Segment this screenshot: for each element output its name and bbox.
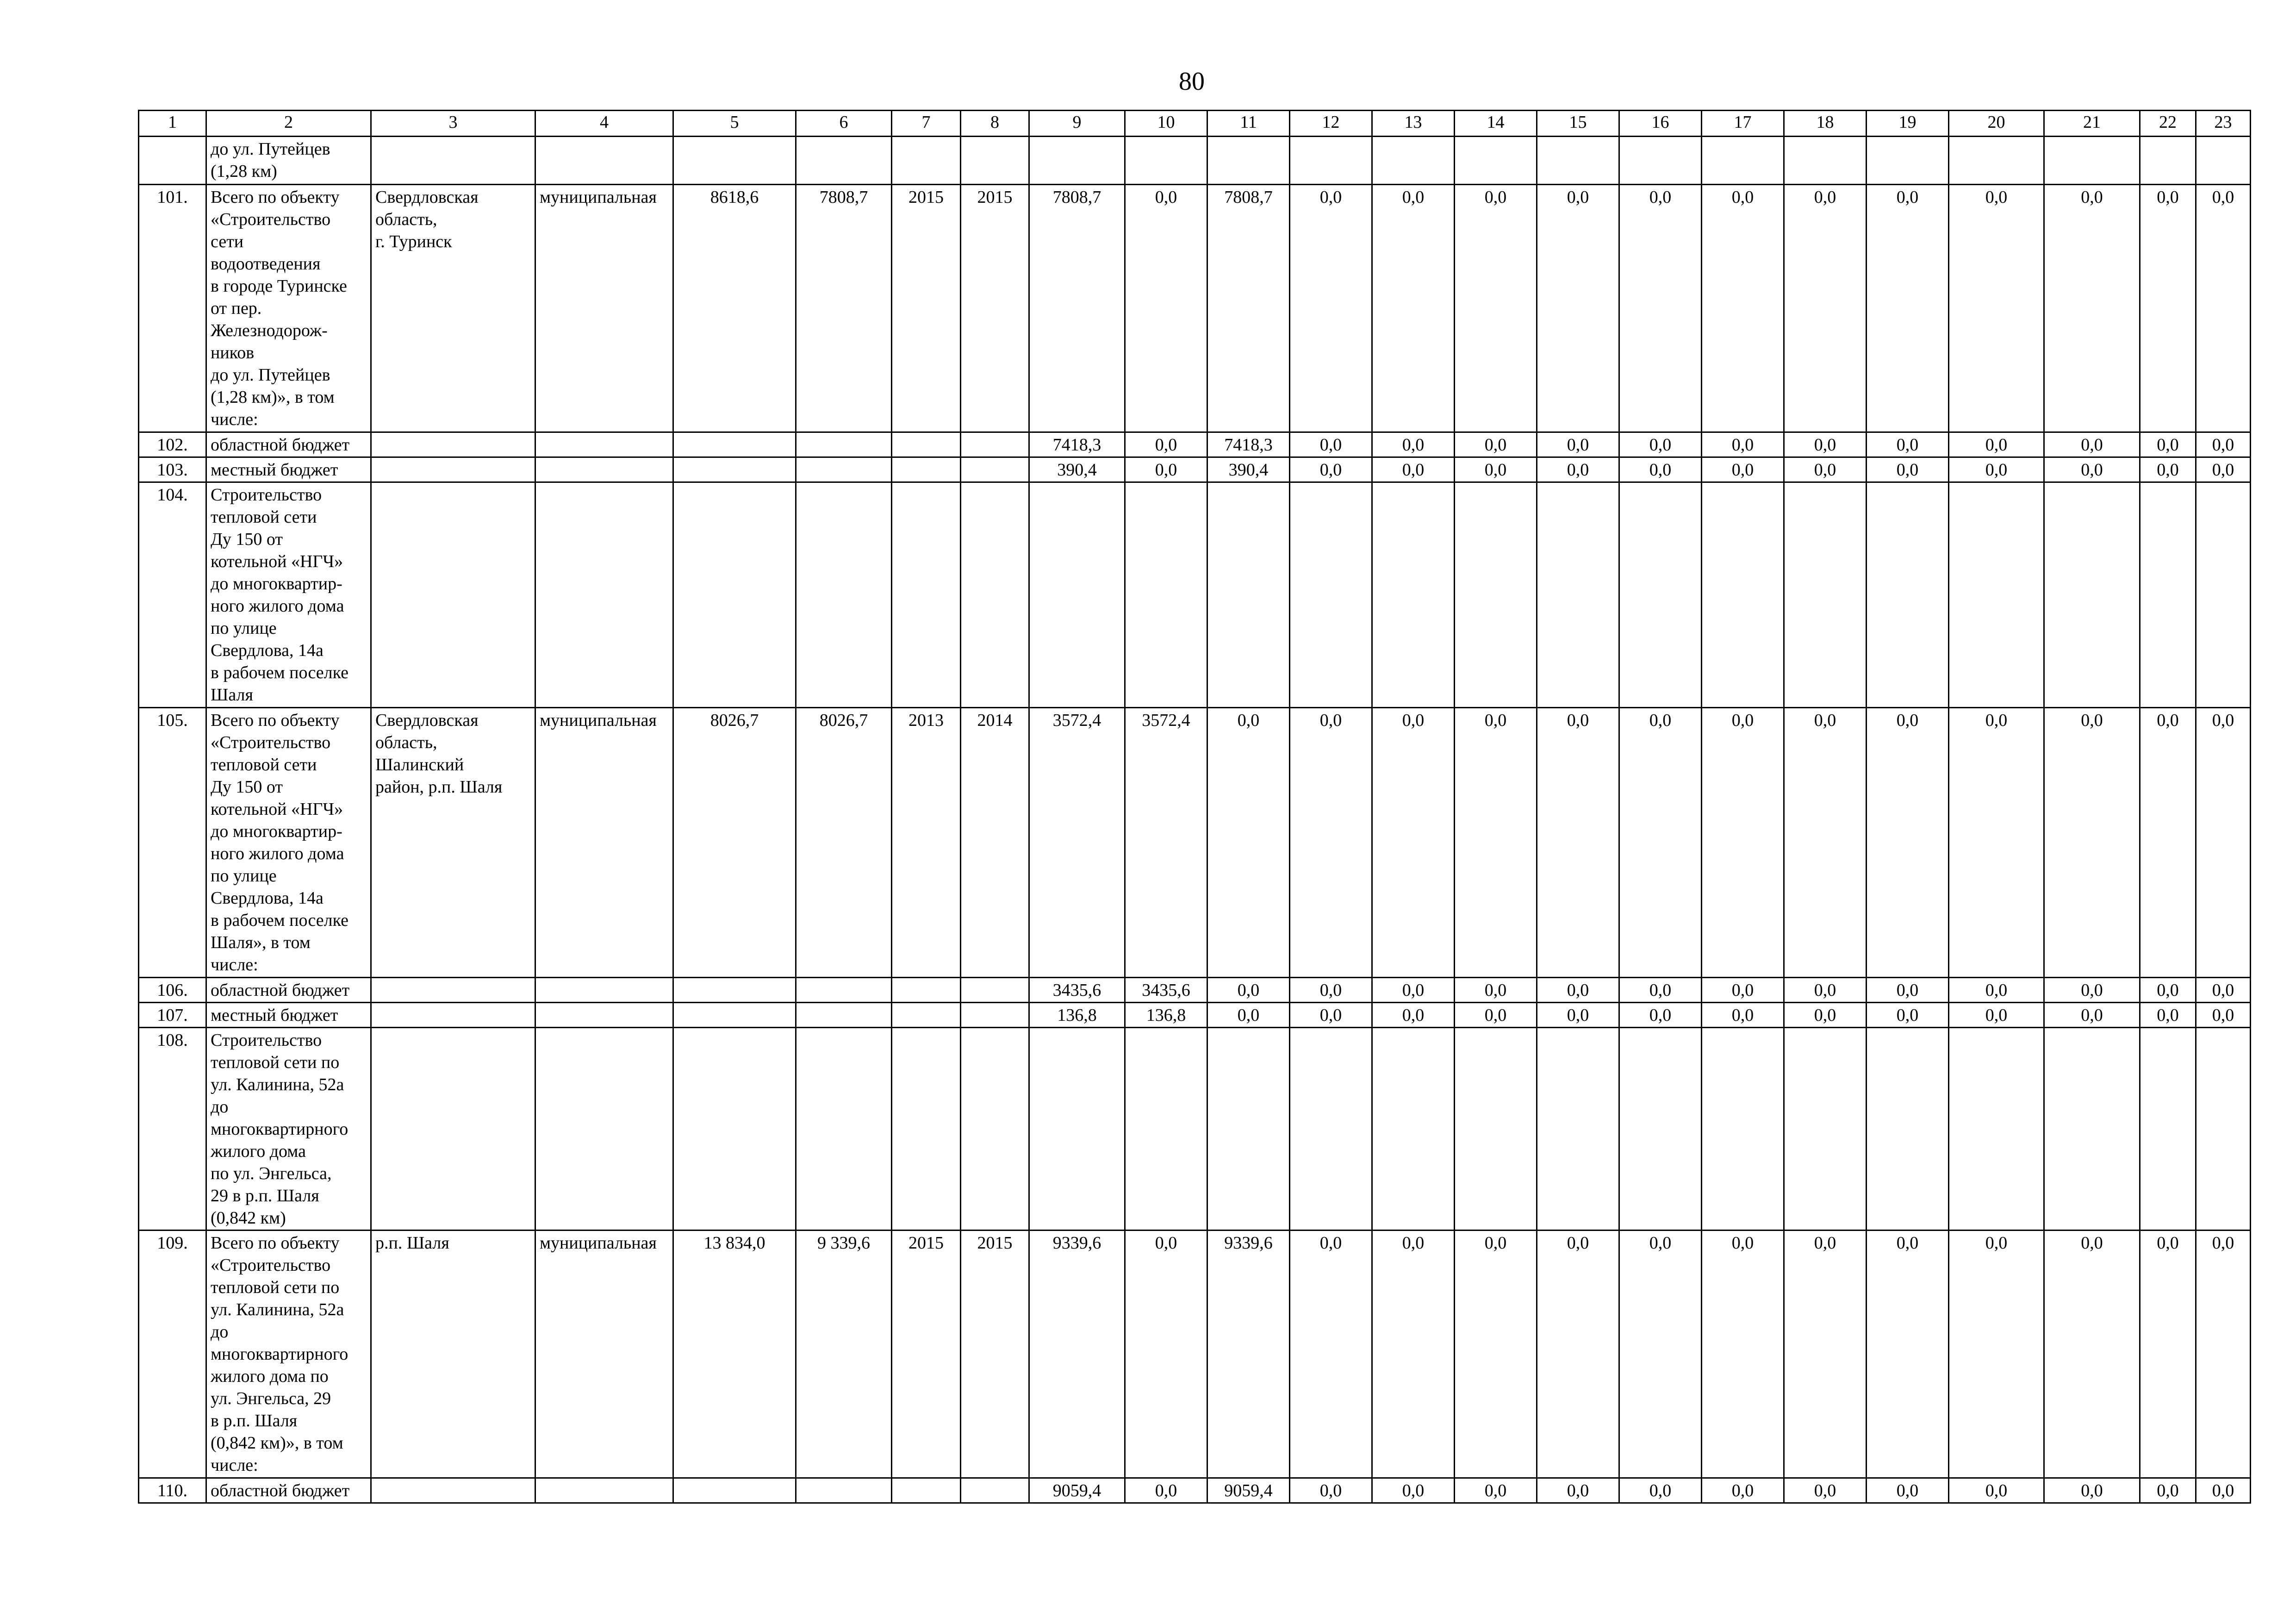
remaining-cost-cell — [796, 978, 892, 1003]
value-cell: 0,0 — [1455, 432, 1537, 457]
value-cell: 3572,4 — [1029, 708, 1125, 978]
value-cell: 0,0 — [1784, 432, 1867, 457]
value-cell — [1290, 137, 1372, 185]
value-cell: 0,0 — [2140, 1230, 2196, 1478]
value-cell — [1207, 482, 1290, 708]
value-cell — [1784, 137, 1867, 185]
value-cell: 0,0 — [1949, 1003, 2044, 1028]
value-cell: 0,0 — [1619, 708, 1702, 978]
value-cell: 0,0 — [1125, 185, 1207, 432]
value-cell — [2044, 137, 2140, 185]
value-cell: 0,0 — [2140, 432, 2196, 457]
ownership-cell: муниципальная — [535, 1230, 673, 1478]
end-year-cell: 2014 — [961, 708, 1029, 978]
value-cell — [2140, 137, 2196, 185]
value-cell: 9059,4 — [1207, 1478, 1290, 1503]
value-cell: 0,0 — [2044, 978, 2140, 1003]
start-year-cell — [892, 1478, 961, 1503]
value-cell: 0,0 — [1949, 185, 2044, 432]
value-cell: 0,0 — [2044, 432, 2140, 457]
value-cell: 0,0 — [1867, 1478, 1949, 1503]
remaining-cost-cell: 9 339,6 — [796, 1230, 892, 1478]
value-cell: 0,0 — [1537, 978, 1619, 1003]
ownership-cell — [535, 1028, 673, 1230]
value-cell: 3435,6 — [1029, 978, 1125, 1003]
value-cell: 0,0 — [1125, 1230, 1207, 1478]
column-number-cell: 4 — [535, 111, 673, 137]
value-cell: 0,0 — [1290, 185, 1372, 432]
value-cell — [1949, 482, 2044, 708]
ownership-cell — [535, 457, 673, 482]
value-cell: 0,0 — [1949, 457, 2044, 482]
remaining-cost-cell: 7808,7 — [796, 185, 892, 432]
value-cell: 0,0 — [2196, 978, 2251, 1003]
value-cell: 0,0 — [1702, 432, 1784, 457]
end-year-cell — [961, 457, 1029, 482]
column-number-cell: 11 — [1207, 111, 1290, 137]
value-cell: 0,0 — [1949, 978, 2044, 1003]
value-cell: 0,0 — [1372, 185, 1455, 432]
object-name-cell: Всего по объекту «Строительство сети водоотведения в городе Туринске от пер. Железнодорож- ников до ул. Путейцев (1,28 км)», в том числе: — [206, 185, 371, 432]
ownership-cell: муниципальная — [535, 185, 673, 432]
column-number-cell: 10 — [1125, 111, 1207, 137]
location-cell: р.п. Шаля — [371, 1230, 535, 1478]
value-cell — [1207, 1028, 1290, 1230]
column-number-cell: 1 — [139, 111, 206, 137]
value-cell: 0,0 — [2196, 185, 2251, 432]
column-number-cell: 23 — [2196, 111, 2251, 137]
object-name-cell: Строительство тепловой сети Ду 150 от котельной «НГЧ» до многоквартир- ного жилого дома по улице Свердлова, 14а в рабочем поселке Шаля — [206, 482, 371, 708]
value-cell: 0,0 — [1537, 1230, 1619, 1478]
value-cell: 0,0 — [1619, 1230, 1702, 1478]
row-number: 106. — [139, 978, 206, 1003]
value-cell — [1537, 482, 1619, 708]
location-cell — [371, 432, 535, 457]
value-cell — [2196, 137, 2251, 185]
value-cell: 0,0 — [1784, 708, 1867, 978]
column-number-cell: 12 — [1290, 111, 1372, 137]
remaining-cost-cell: 8026,7 — [796, 708, 892, 978]
value-cell — [1784, 1028, 1867, 1230]
start-year-cell: 2013 — [892, 708, 961, 978]
value-cell: 0,0 — [2196, 1478, 2251, 1503]
value-cell: 0,0 — [1537, 457, 1619, 482]
value-cell — [1619, 1028, 1702, 1230]
value-cell: 0,0 — [1372, 1478, 1455, 1503]
object-name-cell: Всего по объекту «Строительство тепловой сети по ул. Калинина, 52а до многоквартирного жилого дома по ул. Энгельса, 29 в р.п. Шаля (0,842 км)», в том числе: — [206, 1230, 371, 1478]
value-cell — [1455, 482, 1537, 708]
value-cell: 0,0 — [1537, 432, 1619, 457]
value-cell: 0,0 — [1372, 432, 1455, 457]
total-cost-cell — [673, 457, 796, 482]
value-cell — [1949, 1028, 2044, 1230]
column-number-cell: 9 — [1029, 111, 1125, 137]
object-name-cell: областной бюджет — [206, 1478, 371, 1503]
end-year-cell — [961, 432, 1029, 457]
value-cell — [1372, 137, 1455, 185]
value-cell: 390,4 — [1029, 457, 1125, 482]
location-cell — [371, 482, 535, 708]
page-number: 80 — [1179, 67, 1205, 96]
value-cell: 0,0 — [1290, 1230, 1372, 1478]
remaining-cost-cell — [796, 432, 892, 457]
value-cell: 0,0 — [2044, 1230, 2140, 1478]
column-number-cell: 7 — [892, 111, 961, 137]
total-cost-cell — [673, 1478, 796, 1503]
end-year-cell: 2015 — [961, 1230, 1029, 1478]
remaining-cost-cell — [796, 482, 892, 708]
value-cell — [1619, 137, 1702, 185]
ownership-cell — [535, 1478, 673, 1503]
column-number-cell: 14 — [1455, 111, 1537, 137]
remaining-cost-cell — [796, 1478, 892, 1503]
value-cell: 3572,4 — [1125, 708, 1207, 978]
value-cell — [2044, 1028, 2140, 1230]
value-cell: 7808,7 — [1207, 185, 1290, 432]
value-cell — [2044, 482, 2140, 708]
row-number: 108. — [139, 1028, 206, 1230]
investment-objects-table — [138, 110, 2251, 1504]
value-cell: 0,0 — [1207, 1003, 1290, 1028]
value-cell: 0,0 — [1290, 432, 1372, 457]
end-year-cell — [961, 137, 1029, 185]
total-cost-cell — [673, 1003, 796, 1028]
start-year-cell — [892, 978, 961, 1003]
row-number: 109. — [139, 1230, 206, 1478]
start-year-cell — [892, 432, 961, 457]
value-cell: 0,0 — [1784, 1478, 1867, 1503]
start-year-cell — [892, 457, 961, 482]
value-cell: 0,0 — [2044, 1003, 2140, 1028]
value-cell: 0,0 — [1455, 978, 1537, 1003]
row-number: 104. — [139, 482, 206, 708]
value-cell: 0,0 — [1537, 708, 1619, 978]
value-cell: 390,4 — [1207, 457, 1290, 482]
value-cell: 0,0 — [1455, 708, 1537, 978]
value-cell: 0,0 — [1455, 1478, 1537, 1503]
value-cell — [1125, 137, 1207, 185]
value-cell: 0,0 — [2196, 432, 2251, 457]
column-number-cell: 6 — [796, 111, 892, 137]
value-cell: 0,0 — [2140, 457, 2196, 482]
table-body — [139, 111, 2251, 1503]
remaining-cost-cell — [796, 137, 892, 185]
value-cell — [1029, 137, 1125, 185]
column-number-cell: 2 — [206, 111, 371, 137]
location-cell — [371, 137, 535, 185]
value-cell: 0,0 — [1290, 457, 1372, 482]
value-cell: 0,0 — [2044, 708, 2140, 978]
remaining-cost-cell — [796, 1003, 892, 1028]
start-year-cell: 2015 — [892, 185, 961, 432]
value-cell — [1372, 482, 1455, 708]
value-cell: 0,0 — [1867, 432, 1949, 457]
value-cell — [1125, 1028, 1207, 1230]
end-year-cell — [961, 482, 1029, 708]
value-cell — [1867, 1028, 1949, 1230]
value-cell: 0,0 — [1867, 185, 1949, 432]
column-number-cell: 8 — [961, 111, 1029, 137]
value-cell: 0,0 — [1867, 1230, 1949, 1478]
value-cell: 0,0 — [1455, 1003, 1537, 1028]
total-cost-cell — [673, 137, 796, 185]
table-row — [139, 708, 2251, 978]
value-cell: 0,0 — [1867, 1003, 1949, 1028]
value-cell: 0,0 — [1702, 1230, 1784, 1478]
value-cell: 0,0 — [1702, 1003, 1784, 1028]
row-number: 110. — [139, 1478, 206, 1503]
table-row — [139, 185, 2251, 432]
value-cell — [1290, 1028, 1372, 1230]
end-year-cell — [961, 978, 1029, 1003]
value-cell: 0,0 — [1867, 457, 1949, 482]
ownership-cell — [535, 1003, 673, 1028]
value-cell: 0,0 — [1702, 1478, 1784, 1503]
value-cell: 0,0 — [2196, 1003, 2251, 1028]
value-cell — [1290, 482, 1372, 708]
total-cost-cell — [673, 1028, 796, 1230]
value-cell: 0,0 — [1619, 185, 1702, 432]
value-cell: 0,0 — [1290, 1003, 1372, 1028]
value-cell: 7418,3 — [1207, 432, 1290, 457]
value-cell: 0,0 — [1290, 978, 1372, 1003]
value-cell: 0,0 — [1702, 978, 1784, 1003]
column-number-cell: 21 — [2044, 111, 2140, 137]
value-cell: 0,0 — [1702, 708, 1784, 978]
total-cost-cell: 13 834,0 — [673, 1230, 796, 1478]
total-cost-cell: 8618,6 — [673, 185, 796, 432]
table-row — [139, 1028, 2251, 1230]
value-cell: 0,0 — [1619, 457, 1702, 482]
object-name-cell: местный бюджет — [206, 457, 371, 482]
value-cell — [1029, 1028, 1125, 1230]
value-cell — [1784, 482, 1867, 708]
value-cell — [1207, 137, 1290, 185]
value-cell — [1455, 137, 1537, 185]
value-cell: 0,0 — [2140, 1478, 2196, 1503]
start-year-cell — [892, 137, 961, 185]
value-cell — [2196, 1028, 2251, 1230]
total-cost-cell — [673, 432, 796, 457]
location-cell: Свердловская область, Шалинский район, р.п. Шаля — [371, 708, 535, 978]
value-cell: 0,0 — [1455, 1230, 1537, 1478]
value-cell: 0,0 — [1619, 1003, 1702, 1028]
ownership-cell — [535, 432, 673, 457]
value-cell: 0,0 — [1372, 1003, 1455, 1028]
location-cell: Свердловская область, г. Туринск — [371, 185, 535, 432]
value-cell: 0,0 — [2196, 1230, 2251, 1478]
value-cell: 0,0 — [1537, 1003, 1619, 1028]
column-number-cell: 16 — [1619, 111, 1702, 137]
value-cell: 0,0 — [2044, 1478, 2140, 1503]
row-number: 101. — [139, 185, 206, 432]
value-cell: 0,0 — [1784, 457, 1867, 482]
value-cell — [1867, 482, 1949, 708]
value-cell: 0,0 — [1125, 1478, 1207, 1503]
total-cost-cell — [673, 482, 796, 708]
value-cell — [1702, 1028, 1784, 1230]
value-cell: 0,0 — [2196, 457, 2251, 482]
value-cell — [1949, 137, 2044, 185]
object-name-cell: Всего по объекту «Строительство тепловой сети Ду 150 от котельной «НГЧ» до многоквартир- ного жилого дома по улице Свердлова, 14а в рабочем поселке Шаля», в том числе: — [206, 708, 371, 978]
end-year-cell — [961, 1028, 1029, 1230]
ownership-cell: муниципальная — [535, 708, 673, 978]
value-cell: 7808,7 — [1029, 185, 1125, 432]
value-cell: 136,8 — [1125, 1003, 1207, 1028]
value-cell: 0,0 — [1207, 708, 1290, 978]
start-year-cell — [892, 482, 961, 708]
column-number-cell: 5 — [673, 111, 796, 137]
value-cell: 0,0 — [1290, 708, 1372, 978]
column-number-cell: 20 — [1949, 111, 2044, 137]
object-name-cell: областной бюджет — [206, 978, 371, 1003]
table-row — [139, 482, 2251, 708]
value-cell: 7418,3 — [1029, 432, 1125, 457]
value-cell: 0,0 — [1537, 1478, 1619, 1503]
value-cell: 0,0 — [1290, 1478, 1372, 1503]
location-cell — [371, 978, 535, 1003]
value-cell: 0,0 — [1125, 432, 1207, 457]
value-cell: 0,0 — [1784, 978, 1867, 1003]
location-cell — [371, 1028, 535, 1230]
value-cell — [1372, 1028, 1455, 1230]
end-year-cell — [961, 1478, 1029, 1503]
value-cell: 0,0 — [2140, 1003, 2196, 1028]
value-cell: 3435,6 — [1125, 978, 1207, 1003]
object-name-cell: местный бюджет — [206, 1003, 371, 1028]
value-cell: 0,0 — [1372, 708, 1455, 978]
column-number-cell: 19 — [1867, 111, 1949, 137]
value-cell: 0,0 — [1949, 1478, 2044, 1503]
remaining-cost-cell — [796, 1028, 892, 1230]
table-row — [139, 432, 2251, 457]
ownership-cell — [535, 137, 673, 185]
ownership-cell — [535, 978, 673, 1003]
value-cell: 0,0 — [1619, 432, 1702, 457]
total-cost-cell — [673, 978, 796, 1003]
value-cell: 0,0 — [1455, 185, 1537, 432]
row-number: 105. — [139, 708, 206, 978]
value-cell — [1537, 137, 1619, 185]
value-cell: 0,0 — [1949, 432, 2044, 457]
value-cell: 0,0 — [1867, 708, 1949, 978]
value-cell: 0,0 — [1207, 978, 1290, 1003]
value-cell: 9339,6 — [1029, 1230, 1125, 1478]
start-year-cell — [892, 1028, 961, 1230]
value-cell: 136,8 — [1029, 1003, 1125, 1028]
location-cell — [371, 1003, 535, 1028]
value-cell: 0,0 — [1784, 1003, 1867, 1028]
object-name-cell: областной бюджет — [206, 432, 371, 457]
column-number-cell: 18 — [1784, 111, 1867, 137]
value-cell: 0,0 — [1702, 185, 1784, 432]
value-cell: 0,0 — [1455, 457, 1537, 482]
value-cell: 9339,6 — [1207, 1230, 1290, 1478]
value-cell — [2196, 482, 2251, 708]
value-cell: 0,0 — [1949, 1230, 2044, 1478]
value-cell: 0,0 — [1949, 708, 2044, 978]
value-cell: 0,0 — [2140, 708, 2196, 978]
value-cell: 0,0 — [1784, 185, 1867, 432]
row-number: 102. — [139, 432, 206, 457]
value-cell — [1029, 482, 1125, 708]
value-cell: 0,0 — [1372, 1230, 1455, 1478]
value-cell — [1537, 1028, 1619, 1230]
value-cell: 0,0 — [1867, 978, 1949, 1003]
table-row — [139, 1230, 2251, 1478]
value-cell: 0,0 — [1372, 457, 1455, 482]
column-number-cell: 3 — [371, 111, 535, 137]
value-cell: 0,0 — [2044, 457, 2140, 482]
column-number-row — [139, 111, 2251, 137]
total-cost-cell: 8026,7 — [673, 708, 796, 978]
object-name-cell: до ул. Путейцев (1,28 км) — [206, 137, 371, 185]
value-cell — [2140, 1028, 2196, 1230]
value-cell: 0,0 — [2140, 185, 2196, 432]
location-cell — [371, 457, 535, 482]
value-cell — [1125, 482, 1207, 708]
row-number: 103. — [139, 457, 206, 482]
value-cell: 0,0 — [1125, 457, 1207, 482]
value-cell: 0,0 — [2196, 708, 2251, 978]
value-cell — [1702, 137, 1784, 185]
table-row — [139, 457, 2251, 482]
table-row — [139, 1003, 2251, 1028]
value-cell: 0,0 — [2140, 978, 2196, 1003]
object-name-cell: Строительство тепловой сети по ул. Калинина, 52а до многоквартирного жилого дома по ул. Энгельса, 29 в р.п. Шаля (0,842 км) — [206, 1028, 371, 1230]
location-cell — [371, 1478, 535, 1503]
value-cell: 0,0 — [1619, 978, 1702, 1003]
row-number — [139, 137, 206, 185]
value-cell: 0,0 — [2044, 185, 2140, 432]
value-cell: 9059,4 — [1029, 1478, 1125, 1503]
column-number-cell: 17 — [1702, 111, 1784, 137]
value-cell: 0,0 — [1619, 1478, 1702, 1503]
column-number-cell: 15 — [1537, 111, 1619, 137]
table-row — [139, 137, 2251, 185]
column-number-cell: 22 — [2140, 111, 2196, 137]
ownership-cell — [535, 482, 673, 708]
start-year-cell — [892, 1003, 961, 1028]
value-cell — [1619, 482, 1702, 708]
value-cell: 0,0 — [1784, 1230, 1867, 1478]
row-number: 107. — [139, 1003, 206, 1028]
table-row — [139, 978, 2251, 1003]
end-year-cell — [961, 1003, 1029, 1028]
value-cell: 0,0 — [1537, 185, 1619, 432]
value-cell — [1455, 1028, 1537, 1230]
value-cell — [1702, 482, 1784, 708]
value-cell — [2140, 482, 2196, 708]
value-cell: 0,0 — [1372, 978, 1455, 1003]
value-cell — [1867, 137, 1949, 185]
start-year-cell: 2015 — [892, 1230, 961, 1478]
column-number-cell: 13 — [1372, 111, 1455, 137]
table-row — [139, 1478, 2251, 1503]
remaining-cost-cell — [796, 457, 892, 482]
value-cell: 0,0 — [1702, 457, 1784, 482]
end-year-cell: 2015 — [961, 185, 1029, 432]
